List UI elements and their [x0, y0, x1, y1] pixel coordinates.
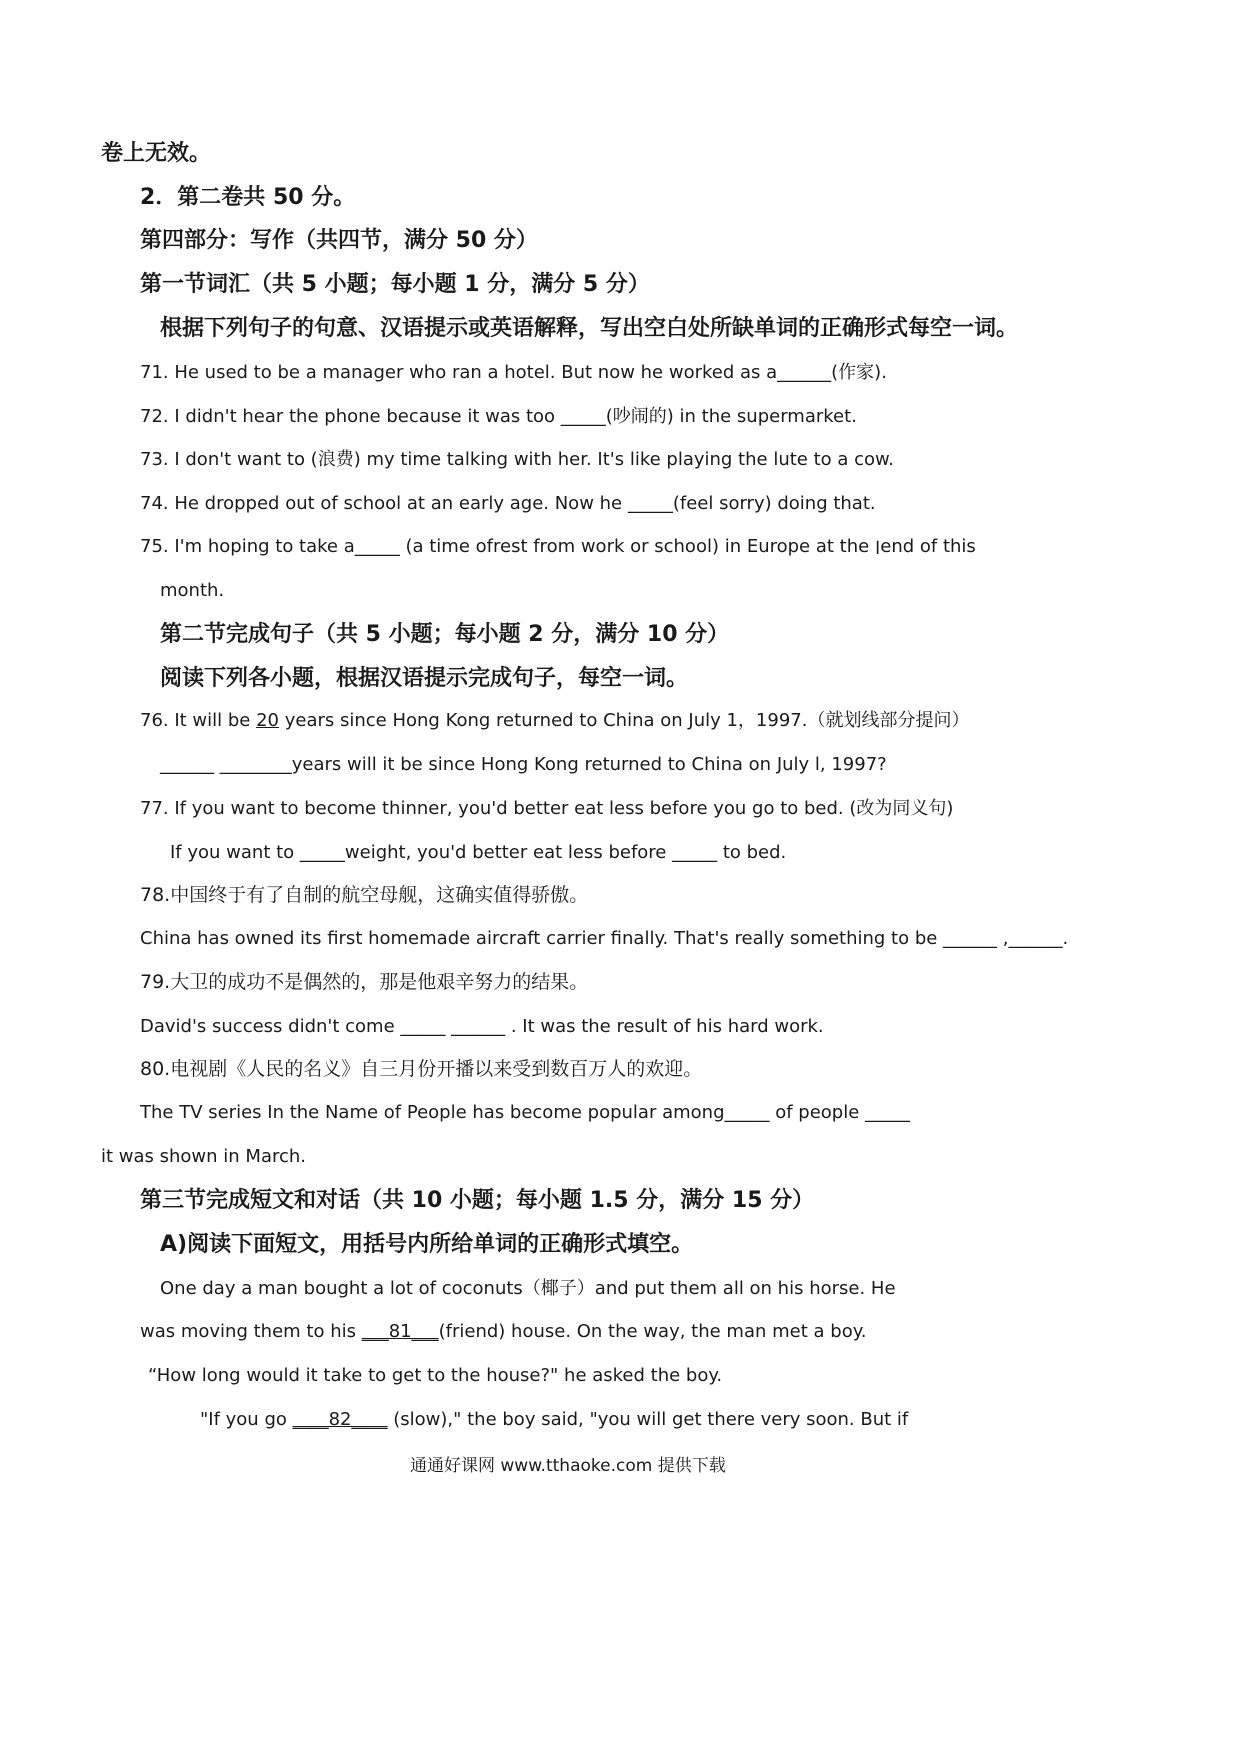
section-three-heading: 第三节完成短文和对话（共 10 小题；每小题 1.5 分，满分 15 分） [140, 1188, 815, 1213]
question-76 [140, 712, 969, 730]
question-80-answer: The TV series In the Name of People has become popular among_____ of people _____ [140, 1102, 911, 1123]
question-76-answer: ______ ________years will it be since Hong Kong returned to China on July l, 1997? [160, 754, 887, 775]
part-four-heading: 第四部分：写作（共四节，满分 50 分） [140, 228, 538, 253]
paper-two-score: 2．第二卷共 50 分。 [140, 185, 356, 210]
question-76-text-end: years since Hong Kong returned to China on July 1，1997.（就划线部分提问） [279, 710, 970, 731]
passage-line-2-text: was moving them to his [140, 1321, 362, 1342]
section-two-heading: 第二节完成句子（共 5 小题；每小题 2 分，满分 10 分） [160, 622, 730, 647]
blank-81: ___81___ [361, 1321, 439, 1342]
question-79: 79.大卫的成功不是偶然的，那是他艰辛努力的结果。 [140, 971, 589, 993]
passage-line-1: One day a man bought a lot of coconuts（椰子）and put them all on his horse. He [160, 1278, 896, 1299]
blank-82: ____82____ [292, 1409, 388, 1430]
question-77-answer: If you want to _____weight, you'd better eat less before _____ to bed. [170, 842, 787, 863]
question-79-answer: David's success didn't come _____ ______ . It was the result of his hard work. [140, 1016, 824, 1037]
passage-line-4-text-end: (slow)," the boy said, "you will get there very soon. But if [387, 1409, 909, 1430]
question-80-answer-cont: it was shown in March. [101, 1146, 307, 1167]
passage-line-4-text: "If you go [200, 1409, 293, 1430]
section-three-part-a: A)阅读下面短文，用括号内所给单词的正确形式填空。 [160, 1232, 694, 1257]
question-76-underlined: 20 [256, 710, 280, 731]
question-74: 74. He dropped out of school at an early age. Now he _____(feel sorry) doing that. [140, 493, 876, 514]
question-78-answer: China has owned its first homemade aircraft carrier finally. That's really something to be ______ ,______. [140, 928, 1069, 949]
passage-line-2-text-end: (friend) house. On the way, the man met a boy. [438, 1321, 867, 1342]
page-footer: 通通好课网 www.tthaoke.com 提供下载 [410, 1456, 726, 1476]
question-78: 78.中国终于有了自制的航空母舰，这确实值得骄傲。 [140, 884, 589, 906]
question-77: 77. If you want to become thinner, you'd better eat less before you go to bed. (改为同义句) [140, 798, 954, 819]
section-one-instruction: 根据下列句子的句意、汉语提示或英语解释，写出空白处所缺单词的正确形式每空一词。 [160, 316, 1019, 341]
section-two-instruction: 阅读下列各小题，根据汉语提示完成句子，每空一词。 [160, 666, 689, 691]
section-one-heading: 第一节词汇（共 5 小题；每小题 1 分，满分 5 分） [140, 272, 650, 297]
passage-line-4 [200, 1411, 908, 1429]
line-continued-note: 卷上无效。 [101, 141, 212, 166]
question-75-cont: month. [160, 580, 225, 601]
question-76-text: 76. It will be [140, 710, 257, 731]
passage-line-3: “How long would it take to get to the house?" he asked the boy. [148, 1365, 723, 1386]
question-73: 73. I don't want to (浪费) my time talking with her. It's like playing the lute to a cow. [140, 449, 894, 470]
question-72: 72. I didn't hear the phone because it was too _____(吵闹的) in the supermarket. [140, 406, 857, 427]
question-75: 75. I'm hoping to take a_____ (a time ofrest from work or school) in Europe at the ׀end of this [140, 536, 976, 557]
passage-line-2 [140, 1323, 867, 1341]
question-80: 80.电视剧《人民的名义》自三月份开播以来受到数百万人的欢迎。 [140, 1058, 703, 1080]
question-71: 71. He used to be a manager who ran a hotel. But now he worked as a______(作家). [140, 362, 887, 383]
